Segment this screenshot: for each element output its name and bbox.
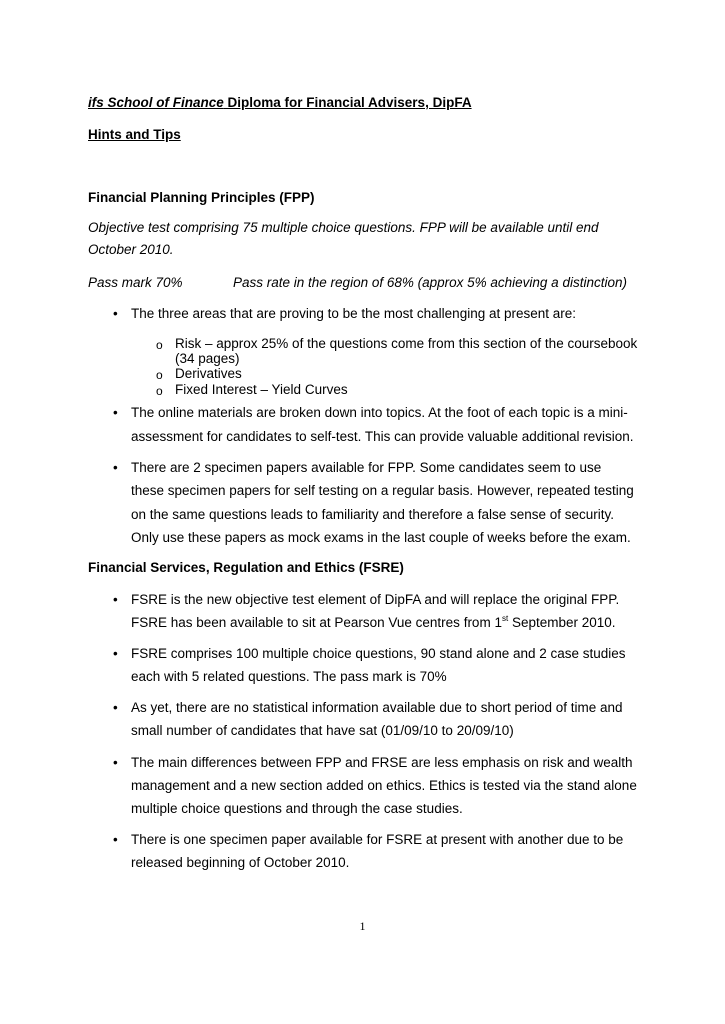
fpp-pass-rate: Pass rate in the region of 68% (approx 5% achieving a distinction) [233, 275, 627, 290]
fpp-intro-line2: October 2010. [88, 242, 174, 257]
bullet-icon: • [113, 405, 118, 420]
fsre-heading: Financial Services, Regulation and Ethics (FSRE) [88, 560, 404, 575]
fsre-bullet5-line1: There is one specimen paper available for FSRE at present with another due to be [131, 832, 624, 847]
fpp-bullet3-line4: Only use these papers as mock exams in the last couple of weeks before the exam. [131, 530, 631, 545]
fsre-bullet2-line2: each with 5 related questions. The pass mark is 70% [131, 669, 447, 684]
document-subtitle: Hints and Tips [88, 127, 181, 142]
sub-bullet-icon: o [156, 384, 163, 398]
fpp-bullet2-line2: assessment for candidates to self-test. This can provide valuable additional revision. [131, 429, 634, 444]
fpp-sub1-line1: Risk – approx 25% of the questions come from this section of the coursebook [175, 336, 638, 351]
sub-bullet-icon: o [156, 338, 163, 352]
title-school-name: ifs School of Finance [88, 95, 224, 110]
fpp-sub3: Fixed Interest – Yield Curves [175, 382, 348, 397]
document-title [88, 95, 472, 111]
fsre-bullet3-line1: As yet, there are no statistical information available due to short period of time and [131, 700, 623, 715]
fpp-sub2: Derivatives [175, 366, 242, 381]
fsre-bullet4-line2: management and a new section added on ethics. Ethics is tested via the stand alone [131, 778, 637, 793]
page-number: 1 [359, 919, 366, 933]
fsre-bullet4-line1: The main differences between FPP and FRSE are less emphasis on risk and wealth [131, 755, 633, 770]
fsre-bullet3-line2: small number of candidates that have sat (01/09/10 to 20/09/10) [131, 723, 514, 738]
bullet-icon: • [113, 832, 118, 847]
fpp-bullet1: The three areas that are proving to be the most challenging at present are: [131, 306, 577, 321]
fpp-sub1-line2: (34 pages) [175, 351, 240, 366]
fsre-bullet1-text: FSRE has been available to sit at Pearson Vue centres from 1 [131, 615, 502, 630]
bullet-icon: • [113, 700, 118, 715]
fsre-bullet5-line2: released beginning of October 2010. [131, 855, 350, 870]
fpp-bullet2-line1: The online materials are broken down into topics. At the foot of each topic is a mini- [131, 405, 628, 420]
fsre-bullet2-line1: FSRE comprises 100 multiple choice questions, 90 stand alone and 2 case studies [131, 646, 626, 661]
bullet-icon: • [113, 306, 118, 321]
fpp-intro-line1: Objective test comprising 75 multiple choice questions. FPP will be available until end [88, 220, 599, 235]
ordinal-suffix: st [501, 613, 509, 623]
bullet-icon: • [113, 646, 118, 661]
sub-bullet-icon: o [156, 368, 163, 382]
fpp-bullet3-line3: on the same questions leads to familiarity and therefore a false sense of security. [131, 507, 615, 522]
fpp-bullet3-line2: these specimen papers for self testing on a regular basis. However, repeated testing [131, 483, 634, 498]
fpp-bullet3-line1: There are 2 specimen papers available for FPP. Some candidates seem to use [131, 460, 602, 475]
fsre-bullet4-line3: multiple choice questions and through the case studies. [131, 801, 463, 816]
fpp-heading: Financial Planning Principles (FPP) [88, 190, 315, 205]
fsre-bullet1-date: September 2010. [508, 615, 616, 630]
fpp-pass-mark: Pass mark 70% [88, 275, 183, 290]
bullet-icon: • [113, 592, 118, 607]
bullet-icon: • [113, 460, 118, 475]
title-diploma-name: Diploma for Financial Advisers, DipFA [223, 95, 472, 110]
fsre-bullet1-line1: FSRE is the new objective test element of DipFA and will replace the original FPP. [131, 592, 620, 607]
fsre-bullet1-line2 [131, 615, 616, 631]
bullet-icon: • [113, 755, 118, 770]
